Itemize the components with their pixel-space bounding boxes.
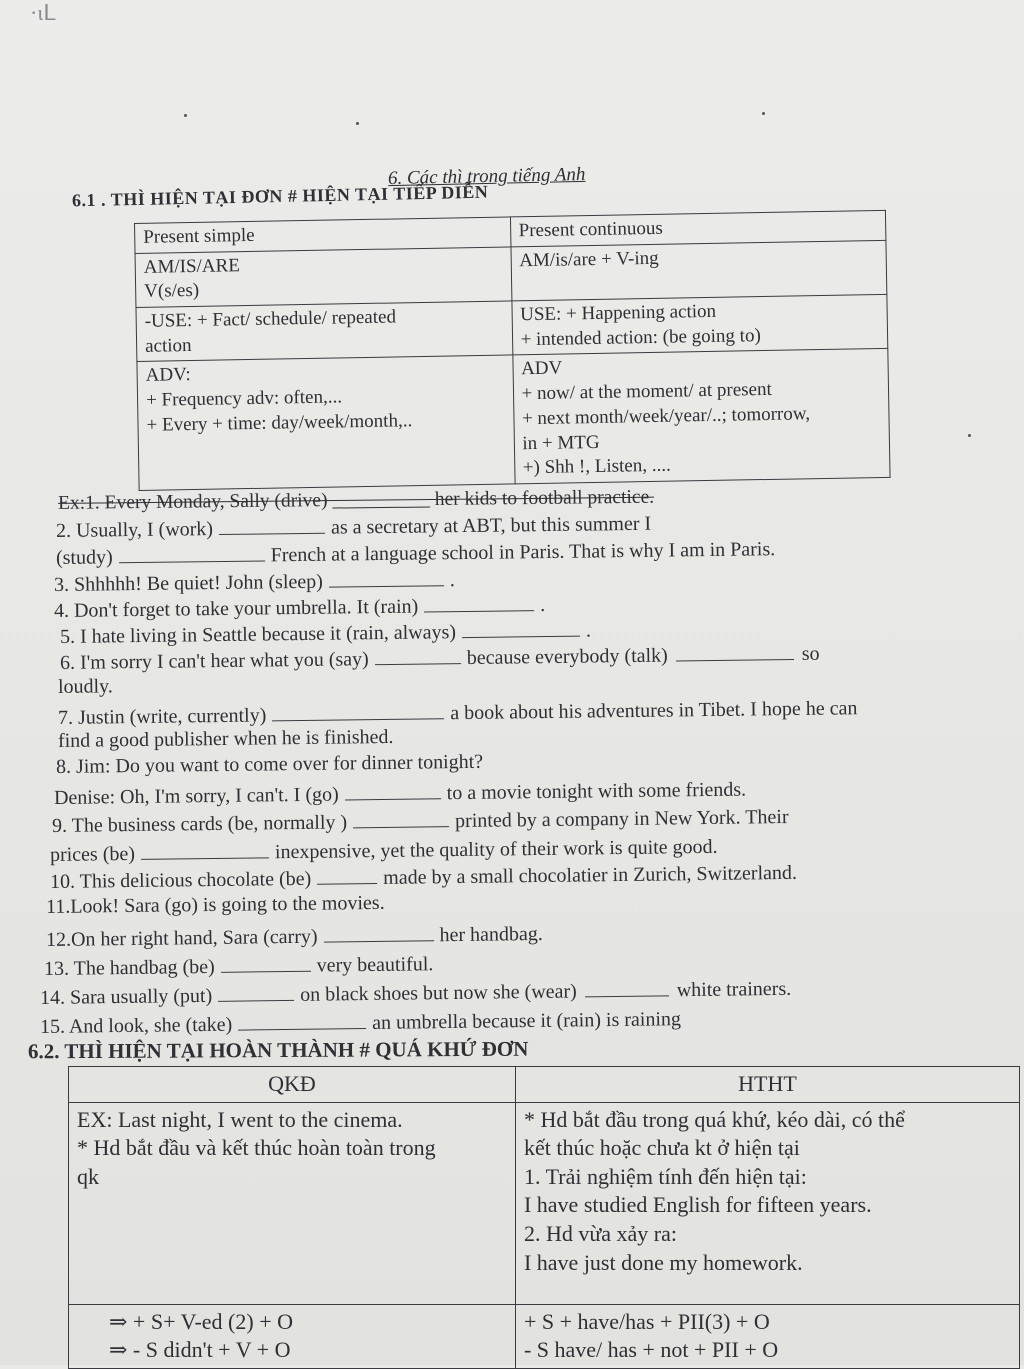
qkd-header: QKĐ (69, 1067, 516, 1103)
exercise-text: inexpensive, yet the quality of their work is quite good. (274, 835, 718, 864)
exercise-text: French at a language school in Paris. That is why I am in Paris. (270, 538, 776, 567)
exercise-text: (study) (55, 546, 113, 569)
exercise-text: 10. This delicious chocolate (be) (49, 867, 312, 893)
exercise-text: 12.On her right hand, Sara (carry) (45, 925, 318, 951)
present-continuous-cell: USE: + Happening action + intended action: (be going to) (511, 294, 887, 355)
present-tenses-table (134, 210, 891, 491)
answer-blank[interactable] (329, 565, 444, 587)
answer-blank[interactable] (317, 863, 377, 885)
exercise-text: 11.Look! Sara (go) is going to the movies. (45, 891, 385, 918)
answer-blank[interactable] (676, 639, 794, 661)
exercise-text: a book about his adventures in Tibet. I hope he can (450, 697, 858, 725)
handwritten-scribble: ·ιᒪ (30, 0, 56, 25)
htht-formula: + S + have/has + PII(3) + O - S have/ has + not + PII + O (515, 1304, 1019, 1368)
exercise-text: loudly. (57, 675, 113, 698)
exercise-line (46, 919, 543, 952)
exercise-text: 15. And look, she (take) (39, 1013, 233, 1038)
exercise-text: 3. Shhhhh! Be quiet! John (sleep) (53, 570, 323, 596)
exercise-text: made by a small chocolatier in Zurich, Switzerland. (383, 861, 798, 889)
answer-blank[interactable] (119, 540, 265, 563)
paper-speck (356, 122, 359, 125)
answer-blank[interactable] (424, 590, 534, 612)
answer-blank[interactable] (218, 980, 294, 1002)
present-simple-cell: ADV: + Frequency adv: often,... + Every + time: day/week/month,.. (137, 355, 515, 490)
qkd-usage: EX: Last night, I went to the cinema. * Hd bắt đầu và kết thúc hoàn toàn trong qk (69, 1102, 516, 1304)
exercise-text: 5. I hate living in Seattle because it (rain, always) (59, 621, 457, 648)
exercise-text: printed by a company in New York. Their (454, 806, 789, 833)
exercise-text: as a secretary at ABT, but this summer I (330, 512, 652, 539)
present-simple-cell: Present simple (135, 217, 511, 253)
present-simple-cell: -USE: + Fact/ schedule/ repeated action (136, 301, 512, 362)
exercise-line (58, 693, 858, 730)
answer-blank[interactable] (375, 643, 461, 665)
exercise-text: an umbrella because it (rain) is raining (372, 1008, 682, 1034)
htht-header: HTHT (515, 1067, 1019, 1103)
present-continuous-cell: ADV + now/ at the moment/ at present + next month/week/year/..; tomorrow, in + MTG +) Shh !, Listen, .... (512, 349, 890, 484)
table-row (137, 349, 890, 491)
paper-speck (762, 112, 765, 115)
exercise-text: . (540, 593, 546, 617)
exercise-text: because everybody (talk) (466, 644, 668, 670)
past-perfect-table (68, 1066, 1020, 1369)
answer-blank[interactable] (219, 513, 325, 535)
exercise-text: white trainers. (676, 977, 792, 1002)
exercise-text: . (585, 619, 592, 642)
answer-blank[interactable] (272, 698, 444, 721)
present-continuous-cell: Present continuous (510, 210, 886, 246)
answer-blank[interactable] (353, 806, 449, 828)
exercise-text: 4. Don't forget to take your umbrella. It (rain) (53, 595, 419, 622)
exercise-text: 8. Jim: Do you want to come over for dinner tonight? (55, 750, 484, 778)
exercise-1-example: Ex:1. Every Monday, Sally (drive) __________ her kids to football practice. (57, 486, 655, 514)
paper-speck (968, 434, 971, 437)
exercise-line (56, 751, 483, 779)
answer-blank[interactable] (323, 920, 433, 942)
exercise-line (58, 726, 394, 753)
answer-blank[interactable] (141, 837, 269, 860)
exercise-text: Denise: Oh, I'm sorry, I can't. I (go) (53, 783, 339, 809)
exercise-line (46, 892, 385, 919)
exercise-text: so (801, 642, 820, 665)
section-1-title: 6.1 . THÌ HIỆN TẠI ĐƠN # HIỆN TẠI TIẾP DIỄN (71, 181, 489, 211)
exercise-text: 13. The handbag (be) (43, 955, 215, 980)
exercise-line (40, 1004, 681, 1039)
answer-blank[interactable] (462, 616, 580, 638)
chapter-title: 6. Các thì trong tiếng Anh (387, 163, 586, 190)
exercise-text: very beautiful. (316, 953, 434, 977)
present-simple-cell: AM/IS/ARE V(s/es) (135, 247, 511, 308)
exercise-text: 7. Justin (write, currently) (57, 704, 267, 729)
exercise-text: 2. Usually, I (work) (55, 518, 214, 542)
exercise-text: find a good publisher when he is finished. (57, 725, 394, 752)
answer-blank[interactable] (345, 778, 441, 800)
qkd-formula: ⇒ + S+ V-ed (2) + O ⇒ - S didn't + V + O (69, 1304, 516, 1368)
exercise-text: . (449, 569, 455, 592)
answer-blank[interactable] (221, 951, 311, 973)
exercise-text: 9. The business cards (be, normally ) (51, 811, 348, 837)
paper-speck (184, 114, 187, 117)
answer-blank[interactable] (585, 975, 669, 997)
exercise-text: on black shoes but now she (wear) (300, 980, 577, 1006)
exercise-text: to a movie tonight with some friends. (446, 778, 747, 805)
answer-blank[interactable] (238, 1008, 366, 1031)
exercise-text: 14. Sara usually (put) (39, 984, 213, 1009)
exercise-text: her handbag. (439, 922, 543, 947)
section-2-title: 6.2. THÌ HIỆN TẠI HOÀN THÀNH # QUÁ KHỨ ĐƠN (27, 1036, 529, 1064)
htht-usage: * Hd bắt đầu trong quá khứ, kéo dài, có thể kết thúc hoặc chưa kt ở hiện tại 1. Trải nghiệm tính đến hiện tại: I have studied English for fifteen years. 2. Hd vừa xảy ra: I have just done my homework. (515, 1102, 1019, 1304)
exercise-text: prices (be) (49, 842, 136, 866)
exercise-text: 6. I'm sorry I can't hear what you (say) (59, 648, 369, 674)
exercise-line (44, 949, 434, 981)
present-continuous-cell: AM/is/are + V-ing (510, 240, 886, 301)
exercise-line (58, 675, 113, 699)
